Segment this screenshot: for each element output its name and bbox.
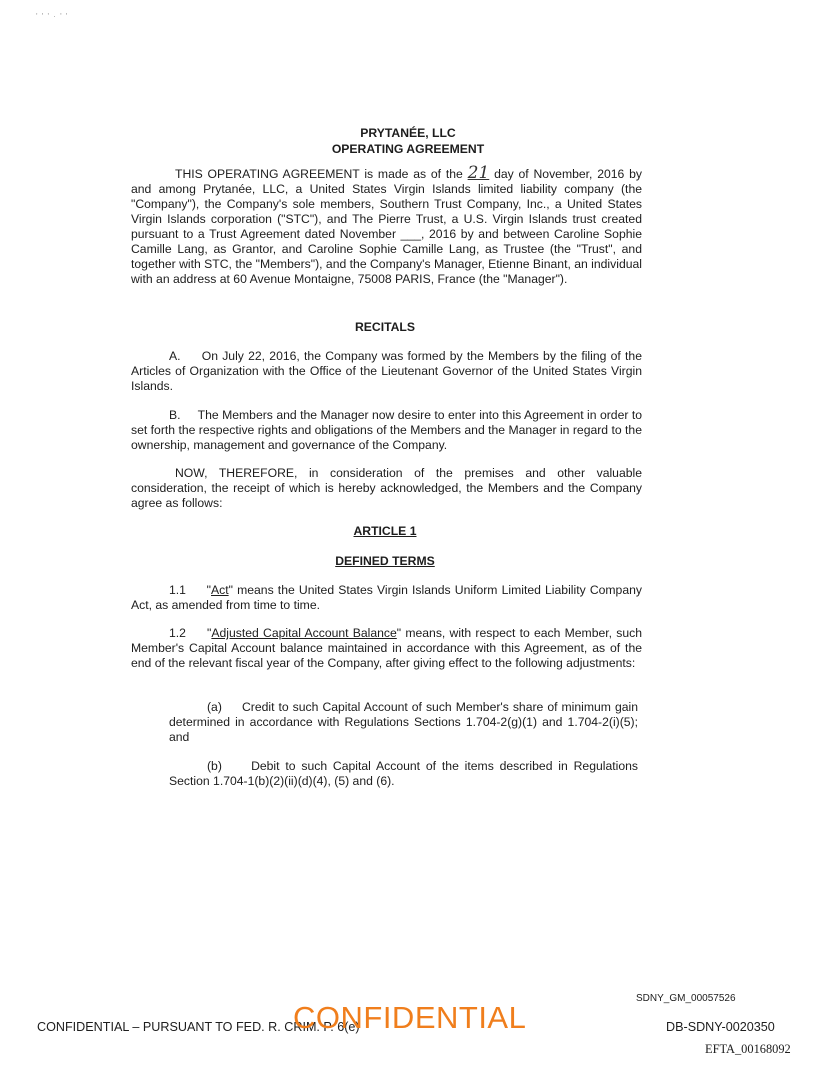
definition-1-2-a <box>169 700 638 745</box>
definition-1-2-a-label: (a) <box>207 700 222 714</box>
scan-speck: ' ' ' · ' ' <box>36 12 69 21</box>
definition-1-2 <box>131 626 642 671</box>
recital-b-text: The Members and the Manager now desire to enter into this Agreement in order to set forth the respective rights and obligations of the Members and the Manager in regard to the ownership, management and governance of the Company. <box>131 408 643 452</box>
company-title: PRYTANÉE, LLC <box>360 126 456 140</box>
now-therefore-text: NOW, THEREFORE, in consideration of the premises and other valuable consideration, the receipt of which is hereby acknowledged, the Members and the Company agree as follows: <box>131 466 642 510</box>
definition-1-1 <box>131 583 642 613</box>
definition-1-2-term: Adjusted Capital Account Balance <box>211 626 397 640</box>
definition-1-2-text: " means, with respect to each Member, such Member's Capital Account balance maintained in accordance with this Agreement, as of the end of the relevant fiscal year of the Company, after giving effect to the following adjustments: <box>131 626 642 670</box>
definition-1-1-text: " means the United States Virgin Islands Uniform Limited Liability Company Act, as amended from time to time. <box>131 583 642 612</box>
confidential-stamp: CONFIDENTIAL <box>293 1000 527 1035</box>
confidential-footer: CONFIDENTIAL – PURSUANT TO FED. R. CRIM. P. 6(e) <box>37 1020 360 1034</box>
recital-a <box>131 349 642 394</box>
recital-a-label: A. <box>169 349 181 363</box>
definition-1-1-number: 1.1 <box>169 583 186 597</box>
definition-1-2-b-text: Debit to such Capital Account of the items described in Regulations Section 1.704-1(b)(2)(ii)(d)(4), (5) and (6). <box>169 759 638 788</box>
definition-1-2-a-text: Credit to such Capital Account of such Member's share of minimum gain determined in accordance with Regulations Sections 1.704-2(g)(1) and 1.704-2(i)(5); and <box>169 700 638 744</box>
preamble-paragraph <box>131 163 643 287</box>
recitals-heading: RECITALS <box>354 320 416 334</box>
document-title: OPERATING AGREEMENT <box>331 142 485 156</box>
preamble-after-day: day of November, 2016 by and among Prytanée, LLC, a United States Virgin Islands limited liability company (the "Company"), the Company's sole members, Southern Trust Company, Inc., a United States Virgin Islands corporation ("STC"), and The Pierre Trust, a U.S. Virgin Islands trust created pursuant to a Trust Agreement dated November ___, 2016 by and between Caroline Sophie Camille Lang, as Grantor, and Caroline Sophie Camille Lang, as Trustee (the "Trust", and together with STC, the "Members"), and the Company's Manager, Etienne Binant, an individual with an address at 60 Avenue Montaigne, 75008 PARIS, France (the "Manager"). <box>131 167 643 286</box>
definition-1-2-number: 1.2 <box>169 626 186 640</box>
now-therefore-paragraph <box>131 466 642 511</box>
definition-1-2-open-quote: " <box>207 626 212 640</box>
definition-1-1-open-quote: " <box>206 583 211 597</box>
article-heading: ARTICLE 1 <box>353 524 417 538</box>
bates-number-gm: SDNY_GM_00057526 <box>636 993 736 1004</box>
definition-1-2-b <box>169 759 638 789</box>
handwritten-day: 21 <box>467 163 490 183</box>
bates-number-db: DB-SDNY-0020350 <box>666 1020 775 1034</box>
definition-1-2-b-label: (b) <box>207 759 222 773</box>
preamble-before-day: THIS OPERATING AGREEMENT is made as of the <box>175 167 463 181</box>
recital-b <box>131 408 642 453</box>
recital-a-text: On July 22, 2016, the Company was formed by the Members by the filing of the Articles of Organization with the Office of the Lieutenant Governor of the United States Virgin Islands. <box>131 349 642 393</box>
article-subheading: DEFINED TERMS <box>335 554 435 568</box>
recital-b-label: B. <box>169 408 181 422</box>
definition-1-1-term: Act <box>211 583 229 597</box>
efta-number: EFTA_00168092 <box>705 1042 791 1056</box>
